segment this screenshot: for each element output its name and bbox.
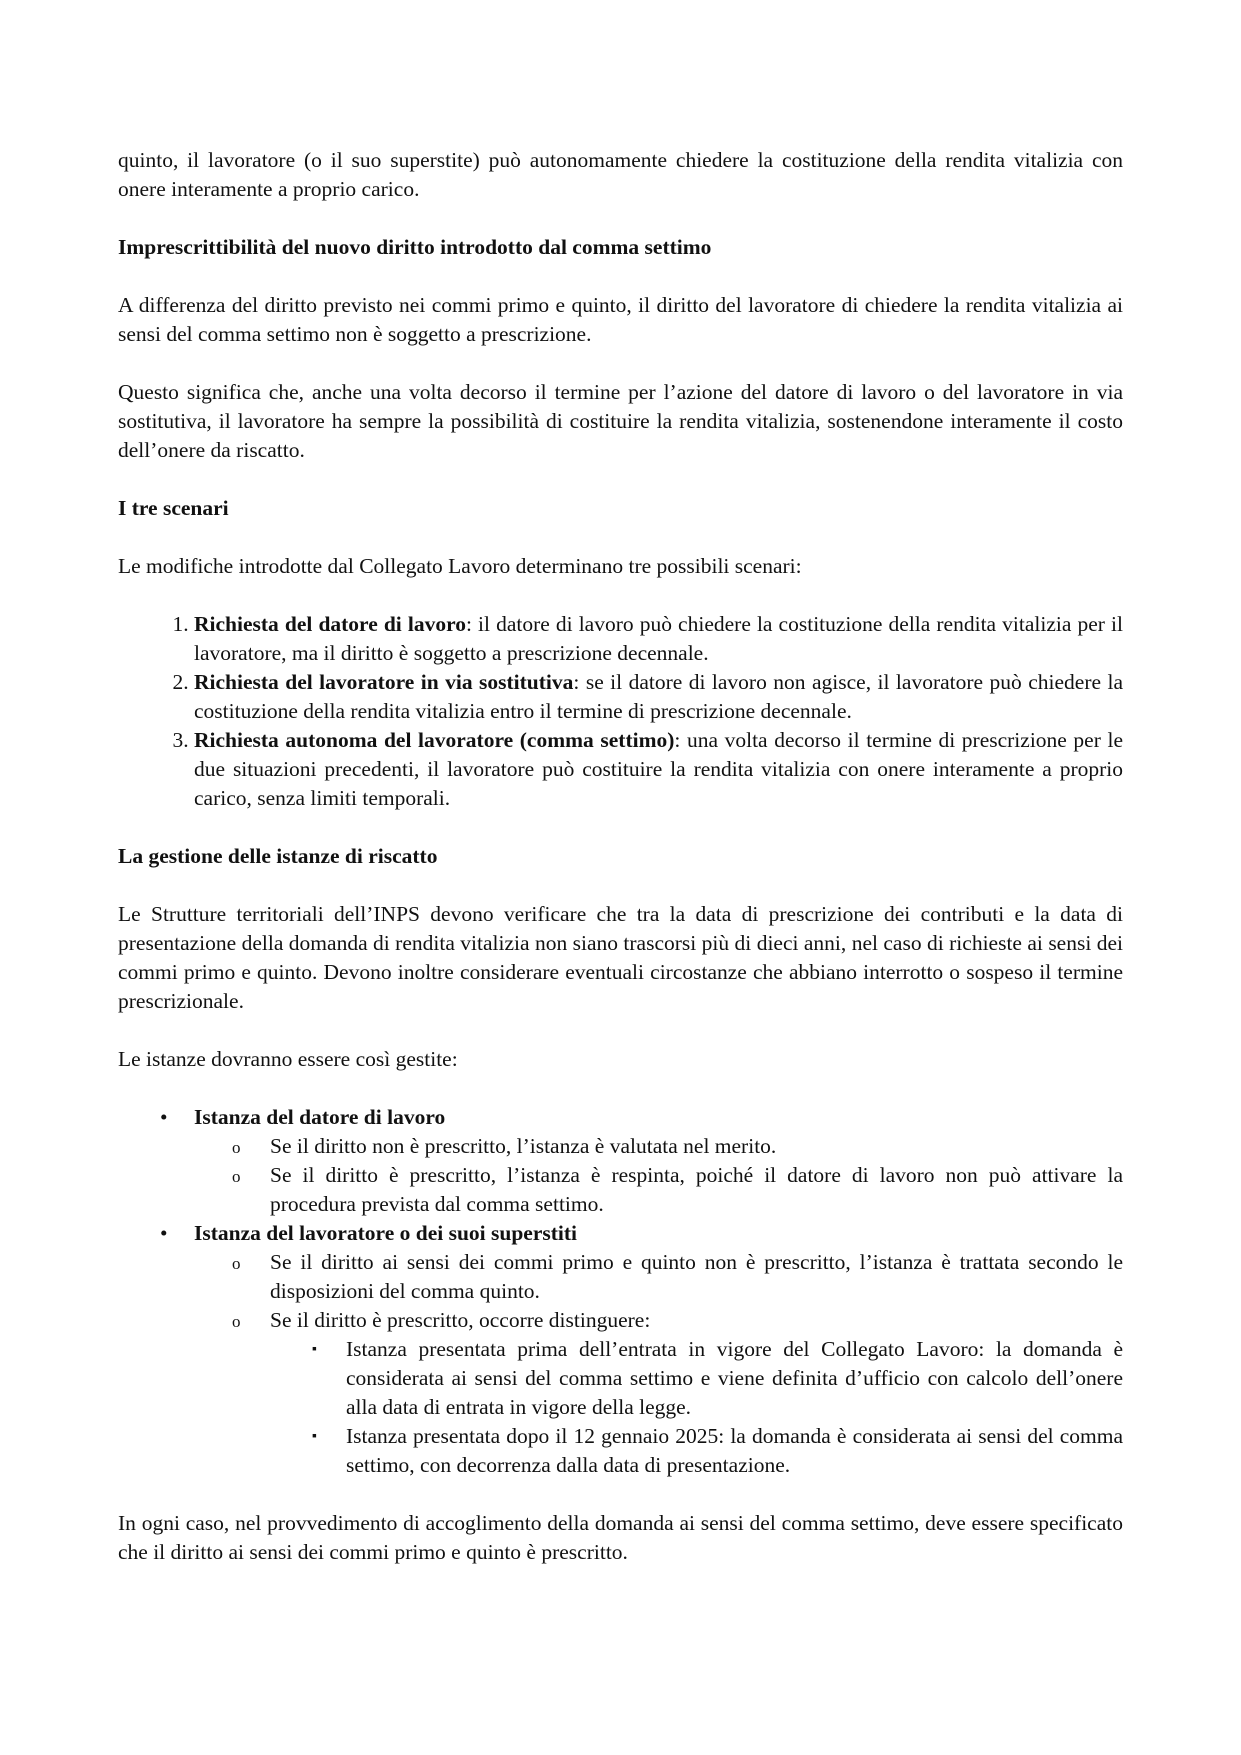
istanza-lavoratore-item: [160, 1219, 1123, 1480]
list-item-text: Se il diritto è prescritto, occorre distinguere:: [270, 1308, 651, 1332]
square-bullet-icon: ▪: [312, 1342, 317, 1357]
scenario-label: Richiesta del lavoratore in via sostitutiva: [194, 670, 574, 694]
paragraph-modifiche: Le modifiche introdotte dal Collegato Lavoro determinano tre possibili scenari:: [118, 554, 802, 578]
scenario-item: [194, 610, 1123, 668]
square-bullet-icon: ▪: [312, 1429, 317, 1444]
section-heading-gestione-istanze: La gestione delle istanze di riscatto: [118, 844, 438, 868]
paragraph-questo-significa: Questo significa che, anche una volta decorso il termine per l’azione del datore di lavoro o del lavoratore in via sostitutiva, il lavoratore ha sempre la possibilità di costituire la rendita vitalizia, sostenendone interamente il costo dell’onere da riscatto.: [118, 380, 1123, 462]
list-item: [232, 1248, 1123, 1306]
list-item: [232, 1161, 1123, 1219]
istanza-datore-sublist: [194, 1132, 1123, 1219]
hollow-circle-bullet-icon: o: [232, 1167, 241, 1186]
istanza-datore-label: Istanza del datore di lavoro: [194, 1105, 446, 1129]
istanze-list: [118, 1103, 1123, 1480]
paragraph-istanze-gestite: Le istanze dovranno essere così gestite:: [118, 1047, 458, 1071]
scenario-text: : il datore di lavoro può chiedere la costituzione della rendita vitalizia per il lavoratore, ma il diritto è soggetto a prescrizione decennale.: [194, 612, 1124, 665]
list-item-text: Se il diritto è prescritto, l’istanza è respinta, poiché il datore di lavoro non può attivare la procedura prevista dal comma settimo.: [270, 1163, 1123, 1216]
list-item-text: Istanza presentata prima dell’entrata in vigore del Collegato Lavoro: la domanda è considerata ai sensi del comma settimo e viene definita d’ufficio con calcolo dell’onere alla data di entrata in vigore della legge.: [346, 1337, 1123, 1419]
filled-bullet-icon: •: [160, 1221, 168, 1245]
section-heading-imprescrittibilita: Imprescrittibilità del nuovo diritto introdotto dal comma settimo: [118, 235, 712, 259]
istanza-lavoratore-sublist: [194, 1248, 1123, 1480]
scenario-label: Richiesta autonoma del lavoratore (comma settimo): [194, 728, 675, 752]
scenarios-list: [118, 610, 1123, 813]
scenario-text: : se il datore di lavoro non agisce, il lavoratore può chiedere la costituzione della rendita vitalizia entro il termine di prescrizione decennale.: [194, 670, 1123, 723]
scenario-text: : una volta decorso il termine di prescrizione per le due situazioni precedenti, il lavoratore può costituire la rendita vitalizia con onere interamente a proprio carico, senza limiti temporali.: [194, 728, 1123, 810]
hollow-circle-bullet-icon: o: [232, 1312, 241, 1331]
scenario-label: Richiesta del datore di lavoro: [194, 612, 466, 636]
filled-bullet-icon: •: [160, 1105, 168, 1129]
list-item-text: Se il diritto non è prescritto, l’istanza è valutata nel merito.: [270, 1134, 777, 1158]
scenario-item: [194, 726, 1123, 813]
list-item: [232, 1306, 1123, 1480]
list-item-text: Istanza presentata dopo il 12 gennaio 2025: la domanda è considerata ai sensi del comma settimo, con decorrenza dalla data di presentazione.: [346, 1424, 1123, 1477]
list-item: [312, 1422, 1123, 1480]
intro-paragraph: quinto, il lavoratore (o il suo superstite) può autonomamente chiedere la costituzione della rendita vitalizia con onere interamente a proprio carico.: [118, 148, 1123, 201]
section-heading-tre-scenari: I tre scenari: [118, 496, 229, 520]
scenario-item: [194, 668, 1123, 726]
istanza-lavoratore-label: Istanza del lavoratore o dei suoi superstiti: [194, 1221, 578, 1245]
paragraph-strutture-territoriali: Le Strutture territoriali dell’INPS devono verificare che tra la data di prescrizione dei contributi e la data di presentazione della domanda di rendita vitalizia non siano trascorsi più di dieci anni, nel caso di richieste ai sensi dei commi primo e quinto. Devono inoltre considerare eventuali circostanze che abbiano interrotto o sospeso il termine prescrizionale.: [118, 902, 1123, 1013]
paragraph-differenza: A differenza del diritto previsto nei commi primo e quinto, il diritto del lavoratore di chiedere la rendita vitalizia ai sensi del comma settimo non è soggetto a prescrizione.: [118, 293, 1123, 346]
hollow-circle-bullet-icon: o: [232, 1254, 241, 1273]
list-item-text: Se il diritto ai sensi dei commi primo e quinto non è prescritto, l’istanza è trattata secondo le disposizioni del comma quinto.: [270, 1250, 1123, 1303]
istanza-datore-item: [160, 1103, 1123, 1219]
document-page: [118, 146, 1123, 1596]
hollow-circle-bullet-icon: o: [232, 1138, 241, 1157]
closing-paragraph: In ogni caso, nel provvedimento di accoglimento della domanda ai sensi del comma settimo, deve essere specificato che il diritto ai sensi dei commi primo e quinto è prescritto.: [118, 1511, 1123, 1564]
list-item: [312, 1335, 1123, 1422]
list-item: [232, 1132, 1123, 1161]
istanza-prescritto-sublist: [270, 1335, 1123, 1480]
